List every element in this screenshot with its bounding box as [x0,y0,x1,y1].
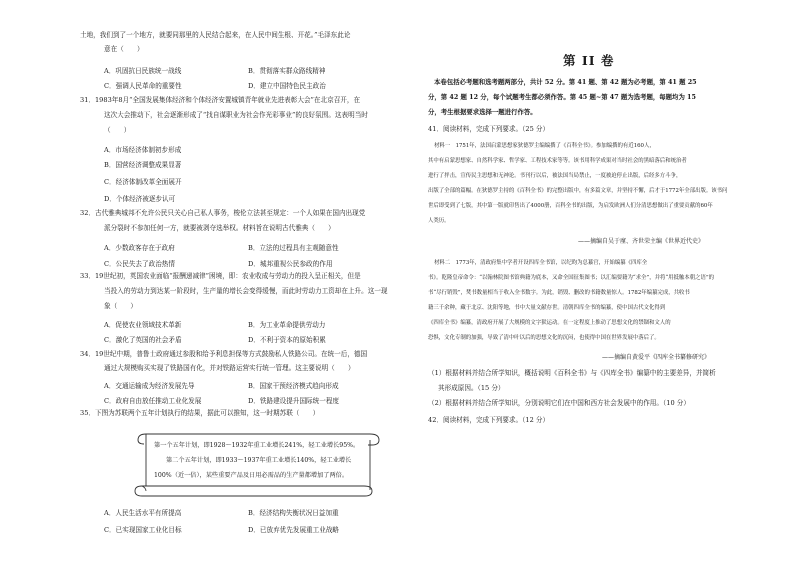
q31-stem-end: （ ） [104,126,131,134]
material-two: 籍三千余种，藏于北京、沈阳等地，书中大量文献存世。清朝四库全书的编纂，使中国古代文化得到 [428,305,666,311]
q32-option-c[interactable]: C．公民失去了政治热情 [104,260,175,268]
section-intro: 分，考生根据要求选择一题进行作答。 [428,108,537,116]
q30-option-d[interactable]: D．建立中国特色民主政治 [248,82,326,90]
q31-stem-line: 31．1983年8月“全国发展集体经济和个体经济安置城镇青年就业先进表彰大会”在北京召开，在 [80,96,361,104]
q30-option-c[interactable]: C．强调人民革命的重要性 [104,82,182,90]
q33-stem-line: 33．19世纪初，英国农业面临“报酬递减律”困境，即：农业收成与劳动力的投入呈正相关，但是 [80,272,361,280]
q33-stem-end: 象（ ） [104,302,137,310]
q30-stem-end: 意在（ ） [104,45,144,53]
material-one: 世后即受到了七版，其中第一版就印售出了4000册，百科全书的出版，为启发欧洲人们分清思想做出了重要贡献的60年 [428,203,713,209]
q33-option-c[interactable]: C．激化了英国的社会矛盾 [104,336,182,344]
material-one: 进行了抨击，宣传民主思想和无神论。书刊行以后，被法国当局禁止，一度被迫停止出版，后经多方斗争， [428,173,682,179]
section-intro: 本卷包括必考题和选考题两部分，共计 52 分。第 41 题、第 42 题为必考题，第 41 题 25 [434,78,697,86]
material-one: 其中有启蒙思想家、自然科学家、哲学家、工程技术家等等。该书用科学成果对当时社会的黑暗落后和统治者 [428,158,687,164]
material-two: 材料二 1773年，清政府集中学者开设四库全书馆，以纪昀为总纂官，开始编纂《四库全 [434,260,648,266]
q41-requirement-1-end: 其形成原因。（15 分） [438,384,505,392]
q30-stem-line: 土地，我们到了一个地方，就要同那里的人民结合起来，在人民中间生根、开花。”毛泽东此论 [80,31,351,39]
material-two: 书“尽行销毁”，焚书数量相当于收入全书数字。为此，销毁、删改的书籍数量惊人。1782年编纂完成，共收书 [428,290,690,296]
q33-stem-line: 当投入的劳动力到达某一阶段时，生产量的增长会变得缓慢，而此时劳动力工资却在上升。这一现 [104,287,388,295]
five-year-plan-scroll [132,428,385,498]
q33-option-a[interactable]: A．促使农业领域技术革新 [104,321,182,329]
section-title: 第 II 卷 [563,53,615,68]
q31-stem-line: 这次大会推动下，社会逐渐形成了“找自谋职业为社会作光彩事业”的良好氛围。这表明当时 [104,111,368,119]
q32-option-b[interactable]: B．立法的过程具有主观随意性 [248,244,339,252]
q35-option-a[interactable]: A．人民生活水平有所提高 [104,509,182,517]
q34-stem-line: 通过大规模购买实现了铁路国有化，并对铁路运营实行统一管理。这主要说明（ ） [104,364,355,372]
material-two: 恐惧，文化专制的加强，导致了清中叶以后的思想文化的沉闷，也使得中国在世界发展中落后了。 [428,335,660,341]
q35-option-b[interactable]: B．经济结构失衡状况日益加重 [248,509,339,517]
q41-requirement-2: （2）根据材料并结合所学知识，分别说明它们在中国和西方社会发展中的作用。（10 分） [428,399,690,407]
material-two: 《四库全书》编纂，清政府开展了大规模的文字狱运动。在一定程度上推动了思想文化的禁锢和文人的 [428,320,671,326]
material-one: 人类历。 [428,218,450,224]
q34-stem-line: 34．19世纪中期，普鲁士政府通过参股和给予利息担保等方式鼓励私人铁路公司。在统一后，德国 [80,350,368,358]
section-intro: 分，第 42 题 12 分，每个试题考生都必须作答。第 45 题~第 47 题为选考题，每题均为 15 [428,93,696,101]
scroll-line-3: 100%（近一倍），某些重要产品及日用必需品的生产量都增加了两倍。 [154,472,349,479]
q35-stem-line: 35．下图为苏联两个五年计划执行的结果，据此可以推知，这一时期苏联（ ） [80,409,320,417]
material-one: 材料一 1751年，法国启蒙思想家狄德罗主编编撰了《百科全书》。参加编撰的有近160人， [434,143,655,149]
q41-requirement-1: （1）根据材料并结合所学知识，概括说明《百科全书》与《四库全书》编纂中的主要差异，并简析 [428,369,716,377]
q30-option-a[interactable]: A．巩固抗日民族统一战线 [104,67,182,75]
q31-option-d[interactable]: D．个体经济被逐步认可 [104,195,176,203]
scroll-line-2: 第二个五年计划，即1933～1937年重工业增长140%，轻工业增长 [166,457,352,464]
q32-option-a[interactable]: A．少数政客存在于政府 [104,244,175,252]
q34-option-c[interactable]: C．政府自由放任推动工业化发展 [104,397,202,405]
q31-option-c[interactable]: C．经济体制改革全面展开 [104,178,182,186]
q34-option-d[interactable]: D．铁路建设提升国际统一程度 [248,397,340,405]
q34-option-b[interactable]: B．国家干预经济模式趋向形成 [248,382,339,390]
q31-option-a[interactable]: A．市场经济体制初步形成 [104,146,182,154]
q32-option-d[interactable]: D．城邦重视公民参政的作用 [248,260,333,268]
q41-stem: 41．阅读材料，完成下列要求。（25 分） [428,125,550,133]
material-two-source: ——摘编自黄爱平《四库全书纂修研究》 [602,354,711,361]
q35-option-d[interactable]: D．已放弃优先发展重工业战略 [248,526,340,534]
q34-option-a[interactable]: A．交通运输成为经济发展先导 [104,382,195,390]
q42-stem: 42．阅读材料，完成下列要求。（12 分） [428,416,550,424]
q35-option-c[interactable]: C．已实现国家工业化目标 [104,526,182,534]
q31-option-b[interactable]: B．国营经济调整成果显著 [104,161,182,169]
q32-stem-line: 派分裂时不参加任何一方，就要被剥夺选举权。材料旨在说明古代雅典（ ） [104,224,335,232]
material-one: 出版了全部的篇幅。在狄德罗主持的《百科全书》的完整出版中，有多篇文章，并坚持不懈，后才于1772年全部出版。该书问 [428,188,728,194]
q30-option-b[interactable]: B．贯彻落实群众路线精神 [248,67,326,75]
scroll-line-1: 第一个五年计划，即1928～1932年重工业增长241%，轻工业增长95%。 [154,442,360,449]
q33-option-d[interactable]: D．不利于资本的原始积累 [248,336,326,344]
q33-option-b[interactable]: B．为工业革命提供劳动力 [248,321,326,329]
material-two: 书》。乾隆皇帝命令：“以翰林院图书馆典籍为底本，又命全国征集图书；以汇编要籍为“求全”，并将“用抵触本朝之语”的 [428,275,715,281]
material-one-source: ——摘编自吴于廑、齐世荣主编《世界近代史》 [578,238,705,245]
q32-stem-line: 32．古代雅典城邦不允许公民只关心自己私人事务，梭伦立法甚至规定：一个人如果在国内出现党 [80,209,366,217]
